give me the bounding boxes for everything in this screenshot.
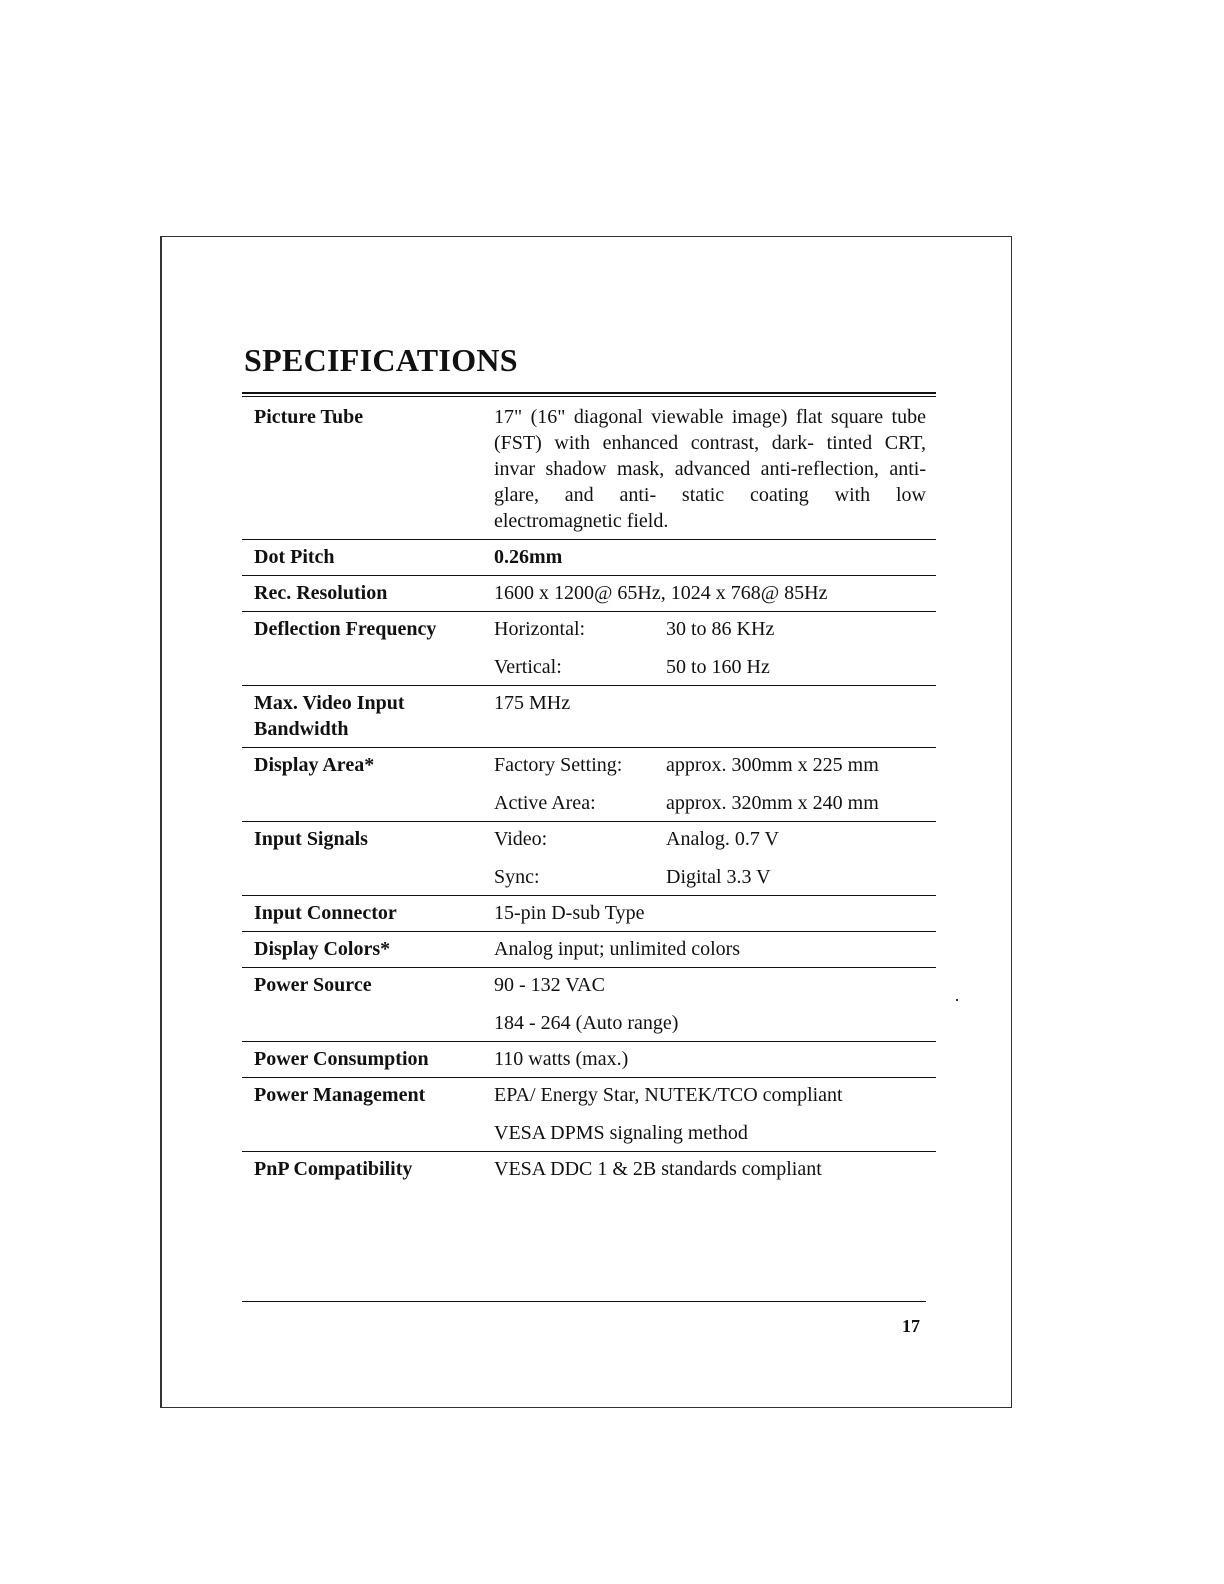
spec-row-power-consumption xyxy=(242,1042,936,1078)
spec-value-line: 184 - 264 (Auto range) xyxy=(494,1012,679,1034)
spec-row-dot-pitch xyxy=(242,540,936,576)
footer-rule xyxy=(242,1301,926,1302)
spec-pair-value: Digital 3.3 V xyxy=(666,866,771,888)
spec-label: Power Source xyxy=(254,974,372,996)
spec-label: Dot Pitch xyxy=(254,546,335,568)
spec-value-line: VESA DPMS signaling method xyxy=(494,1122,748,1144)
spec-pair-key: Vertical: xyxy=(494,656,562,678)
spec-value xyxy=(494,748,936,822)
spec-pair-key: Video: xyxy=(494,828,548,850)
spec-value: 1600 x 1200@ 65Hz, 1024 x 768@ 85Hz xyxy=(494,582,828,604)
spec-row-picture-tube xyxy=(242,400,936,540)
spec-pair-key: Sync: xyxy=(494,866,540,888)
spec-row-max-video-input xyxy=(242,686,936,748)
page-number: 17 xyxy=(902,1316,920,1336)
spec-label-line: Bandwidth xyxy=(254,718,349,740)
specifications-table xyxy=(242,400,936,1187)
spec-label: Power Management xyxy=(254,1084,426,1106)
spec-pair-value: Analog. 0.7 V xyxy=(666,828,779,850)
spec-value: 0.26mm xyxy=(494,546,563,568)
spec-value: Analog input; unlimited colors xyxy=(494,938,741,960)
spec-row-deflection-frequency xyxy=(242,612,936,686)
spec-value: 15-pin D-sub Type xyxy=(494,902,645,924)
spec-row-power-source xyxy=(242,968,936,1042)
spec-label: PnP Compatibility xyxy=(254,1158,413,1180)
spec-row-input-connector xyxy=(242,896,936,932)
spec-label: Display Colors* xyxy=(254,938,391,960)
page-title: SPECIFICATIONS xyxy=(244,342,518,378)
spec-value xyxy=(494,612,936,686)
spec-value-line: 90 - 132 VAC xyxy=(494,974,605,996)
spec-label: Power Consumption xyxy=(254,1048,429,1070)
spec-row-power-management xyxy=(242,1078,936,1152)
spec-label: Picture Tube xyxy=(254,406,364,428)
spec-pair xyxy=(494,616,926,642)
spec-pair-value: approx. 320mm x 240 mm xyxy=(666,792,879,814)
spec-value xyxy=(494,1078,936,1152)
spec-row-pnp-compatibility xyxy=(242,1152,936,1188)
spec-label xyxy=(242,686,494,748)
spec-value: 175 MHz xyxy=(494,692,571,714)
spec-pair xyxy=(494,752,926,778)
spec-value xyxy=(494,822,936,896)
spec-pair xyxy=(494,826,926,852)
spec-label: Display Area* xyxy=(254,754,375,776)
scan-speck xyxy=(956,999,958,1001)
title-double-rule xyxy=(242,392,936,397)
spec-label: Input Connector xyxy=(254,902,397,924)
spec-value-line: EPA/ Energy Star, NUTEK/TCO compliant xyxy=(494,1084,843,1106)
spec-row-rec-resolution xyxy=(242,576,936,612)
spec-label: Deflection Frequency xyxy=(254,618,437,640)
spec-pair-key: Active Area: xyxy=(494,792,596,814)
spec-pair xyxy=(494,654,926,680)
spec-pair-key: Horizontal: xyxy=(494,618,586,640)
spec-row-input-signals xyxy=(242,822,936,896)
spec-row-display-colors xyxy=(242,932,936,968)
spec-value: VESA DDC 1 & 2B standards compliant xyxy=(494,1158,822,1180)
spec-value xyxy=(494,968,936,1042)
spec-label: Rec. Resolution xyxy=(254,582,388,604)
spec-value: 110 watts (max.) xyxy=(494,1048,629,1070)
spec-row-display-area xyxy=(242,748,936,822)
spec-pair-value: approx. 300mm x 225 mm xyxy=(666,754,879,776)
spec-pair-value: 30 to 86 KHz xyxy=(666,618,775,640)
spec-label-line: Max. Video Input xyxy=(254,692,405,714)
spec-pair-value: 50 to 160 Hz xyxy=(666,656,770,678)
spec-label: Input Signals xyxy=(254,828,368,850)
spec-pair-key: Factory Setting: xyxy=(494,754,623,776)
spec-value: 17" (16" diagonal viewable image) flat square tube (FST) with enhanced contrast, dark- tinted CRT, invar shadow mask, advanced anti-reflection, anti- glare, and anti- static coating with low electromagnetic field. xyxy=(494,406,926,532)
spec-pair xyxy=(494,864,926,890)
spec-pair xyxy=(494,790,926,816)
